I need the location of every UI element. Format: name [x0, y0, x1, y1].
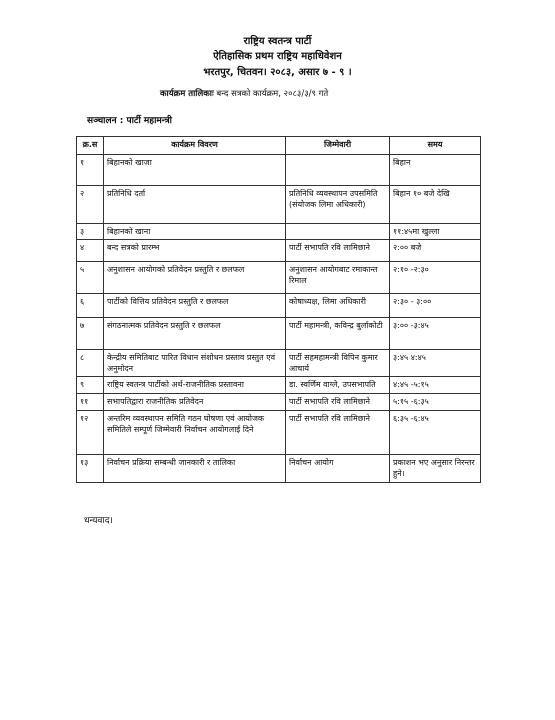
cell-serial: ७: [77, 318, 104, 350]
cell-time: ३:०० -३:४५: [390, 318, 481, 350]
cell-responsibility: अनुशासन आयोगबाट रमाकान्त रिमाल: [286, 262, 390, 294]
schedule-title: [160, 88, 328, 99]
cell-serial: ४: [77, 240, 104, 262]
header-serial: क्र.स: [77, 137, 104, 155]
cell-responsibility: प्रतिनिधि व्यवस्थापन उपसमिति (संयोजक लिमा अधिकारी): [286, 186, 390, 224]
table-row: [77, 318, 481, 350]
cell-serial: ११: [77, 394, 104, 411]
cell-time: ४:४५ -५:१५: [390, 377, 481, 394]
cell-serial: ९: [77, 377, 104, 394]
table-row: [77, 377, 481, 394]
header-responsibility: जिम्मेवारी: [286, 137, 390, 155]
cell-responsibility: [286, 224, 390, 240]
table-row: [77, 155, 481, 186]
cell-program: अनुशासन आयोगको प्रतिवेदन प्रस्तुति र छलफल: [104, 262, 286, 294]
cell-program: बिहानको खाना: [104, 224, 286, 240]
cell-responsibility: पार्टी सभापति रवि लामिछाने: [286, 411, 390, 455]
table-row: [77, 240, 481, 262]
cell-responsibility: पार्टी सभापति रवि लामिछाने: [286, 394, 390, 411]
cell-serial: ३: [77, 224, 104, 240]
table-row: [77, 394, 481, 411]
cell-responsibility: [286, 155, 390, 186]
cell-program: बिहानको खाजा: [104, 155, 286, 186]
cell-time: ३:४५ ४:४५: [390, 350, 481, 377]
cell-serial: १२: [77, 411, 104, 455]
cell-program: संगठनात्मक प्रतिवेदन प्रस्तुति र छलफल: [104, 318, 286, 350]
cell-time: २:०० बजे: [390, 240, 481, 262]
cell-time: बिहान १० बजे देखि: [390, 186, 481, 224]
cell-serial: १३: [77, 455, 104, 483]
cell-program: अन्तरिम व्यवस्थापन समिति गठन घोषणा एवं आयोजक समितिले सम्पूर्ण जिम्मेवारी निर्वाचन आयोगलाई दिने: [104, 411, 286, 455]
table-row: [77, 411, 481, 455]
table-row: [77, 350, 481, 377]
cell-program: निर्वाचन प्रक्रिया सम्बन्धी जानकारी र तालिका: [104, 455, 286, 483]
table-row: [77, 455, 481, 483]
convener-line: सञ्चालन : पार्टी महामन्त्री: [87, 116, 173, 126]
cell-time: बिहान: [390, 155, 481, 186]
schedule-title-text: बन्द सत्रको कार्यक्रम, २०८३/३/९ गते: [213, 89, 329, 99]
cell-program: सभापतिद्वारा राजनीतिक प्रतिवेदन: [104, 394, 286, 411]
closing-text: धन्यवाद।: [84, 516, 113, 526]
cell-time: प्रकाशन भए अनुसार निरन्तर हुने।: [390, 455, 481, 483]
cell-serial: ६: [77, 294, 104, 318]
cell-responsibility: पार्टी सभापति रवि लामिछाने: [286, 240, 390, 262]
cell-program: केन्द्रीय समितिबाट पारित विधान संशोधन प्रस्ताव प्रस्तुत एवं अनुमोदन: [104, 350, 286, 377]
cell-responsibility: पार्टी महामन्त्री, कविन्द्र बुर्लाकोटी: [286, 318, 390, 350]
cell-serial: २: [77, 186, 104, 224]
header-time: समय: [390, 137, 481, 155]
cell-time: २:३० - ३:००: [390, 294, 481, 318]
cell-program: बन्द सत्रको प्रारम्भ: [104, 240, 286, 262]
cell-program: राष्ट्रिय स्वतन्त्र पार्टीको अर्थ-राजनीतिक प्रस्तावना: [104, 377, 286, 394]
cell-time: २:१० -२:३०: [390, 262, 481, 294]
cell-responsibility: डा. स्वर्णिम वाग्ले, उपसभापति: [286, 377, 390, 394]
table-row: [77, 262, 481, 294]
header-program: कार्यक्रम विवरण: [104, 137, 286, 155]
table-body: [77, 155, 481, 483]
table-row: [77, 224, 481, 240]
cell-time: ६:३५ -६:४५: [390, 411, 481, 455]
cell-program: पार्टीको वित्तिय प्रतिवेदन प्रस्तुति र छलफल: [104, 294, 286, 318]
cell-responsibility: कोषाध्यक्ष, लिमा अधिकारी: [286, 294, 390, 318]
table-header-row: [77, 137, 481, 155]
party-name-heading: राष्ट्रिय स्वतन्त्र पार्टी: [243, 36, 312, 47]
table-row: [77, 294, 481, 318]
cell-time: ५:१५ -६:३५: [390, 394, 481, 411]
cell-responsibility: निर्वाचन आयोग: [286, 455, 390, 483]
venue-date-line: भरतपुर, चितवन। २०८३, असार ७ - ९ ।: [203, 67, 352, 78]
cell-serial: ५: [77, 262, 104, 294]
cell-program: प्रतिनिधि दर्ता: [104, 186, 286, 224]
cell-serial: १: [77, 155, 104, 186]
cell-serial: ८: [77, 350, 104, 377]
cell-responsibility: पार्टी सहमहामन्त्री विपिन कुमार आचार्य: [286, 350, 390, 377]
schedule-title-label: कार्यक्रम तालिकाः: [160, 89, 214, 99]
cell-time: ११:४५मा खुल्ला: [390, 224, 481, 240]
convention-title: ऐतिहासिक प्रथम राष्ट्रिय महाधिवेशन: [213, 51, 342, 62]
table-row: [77, 186, 481, 224]
schedule-table: [76, 136, 481, 483]
